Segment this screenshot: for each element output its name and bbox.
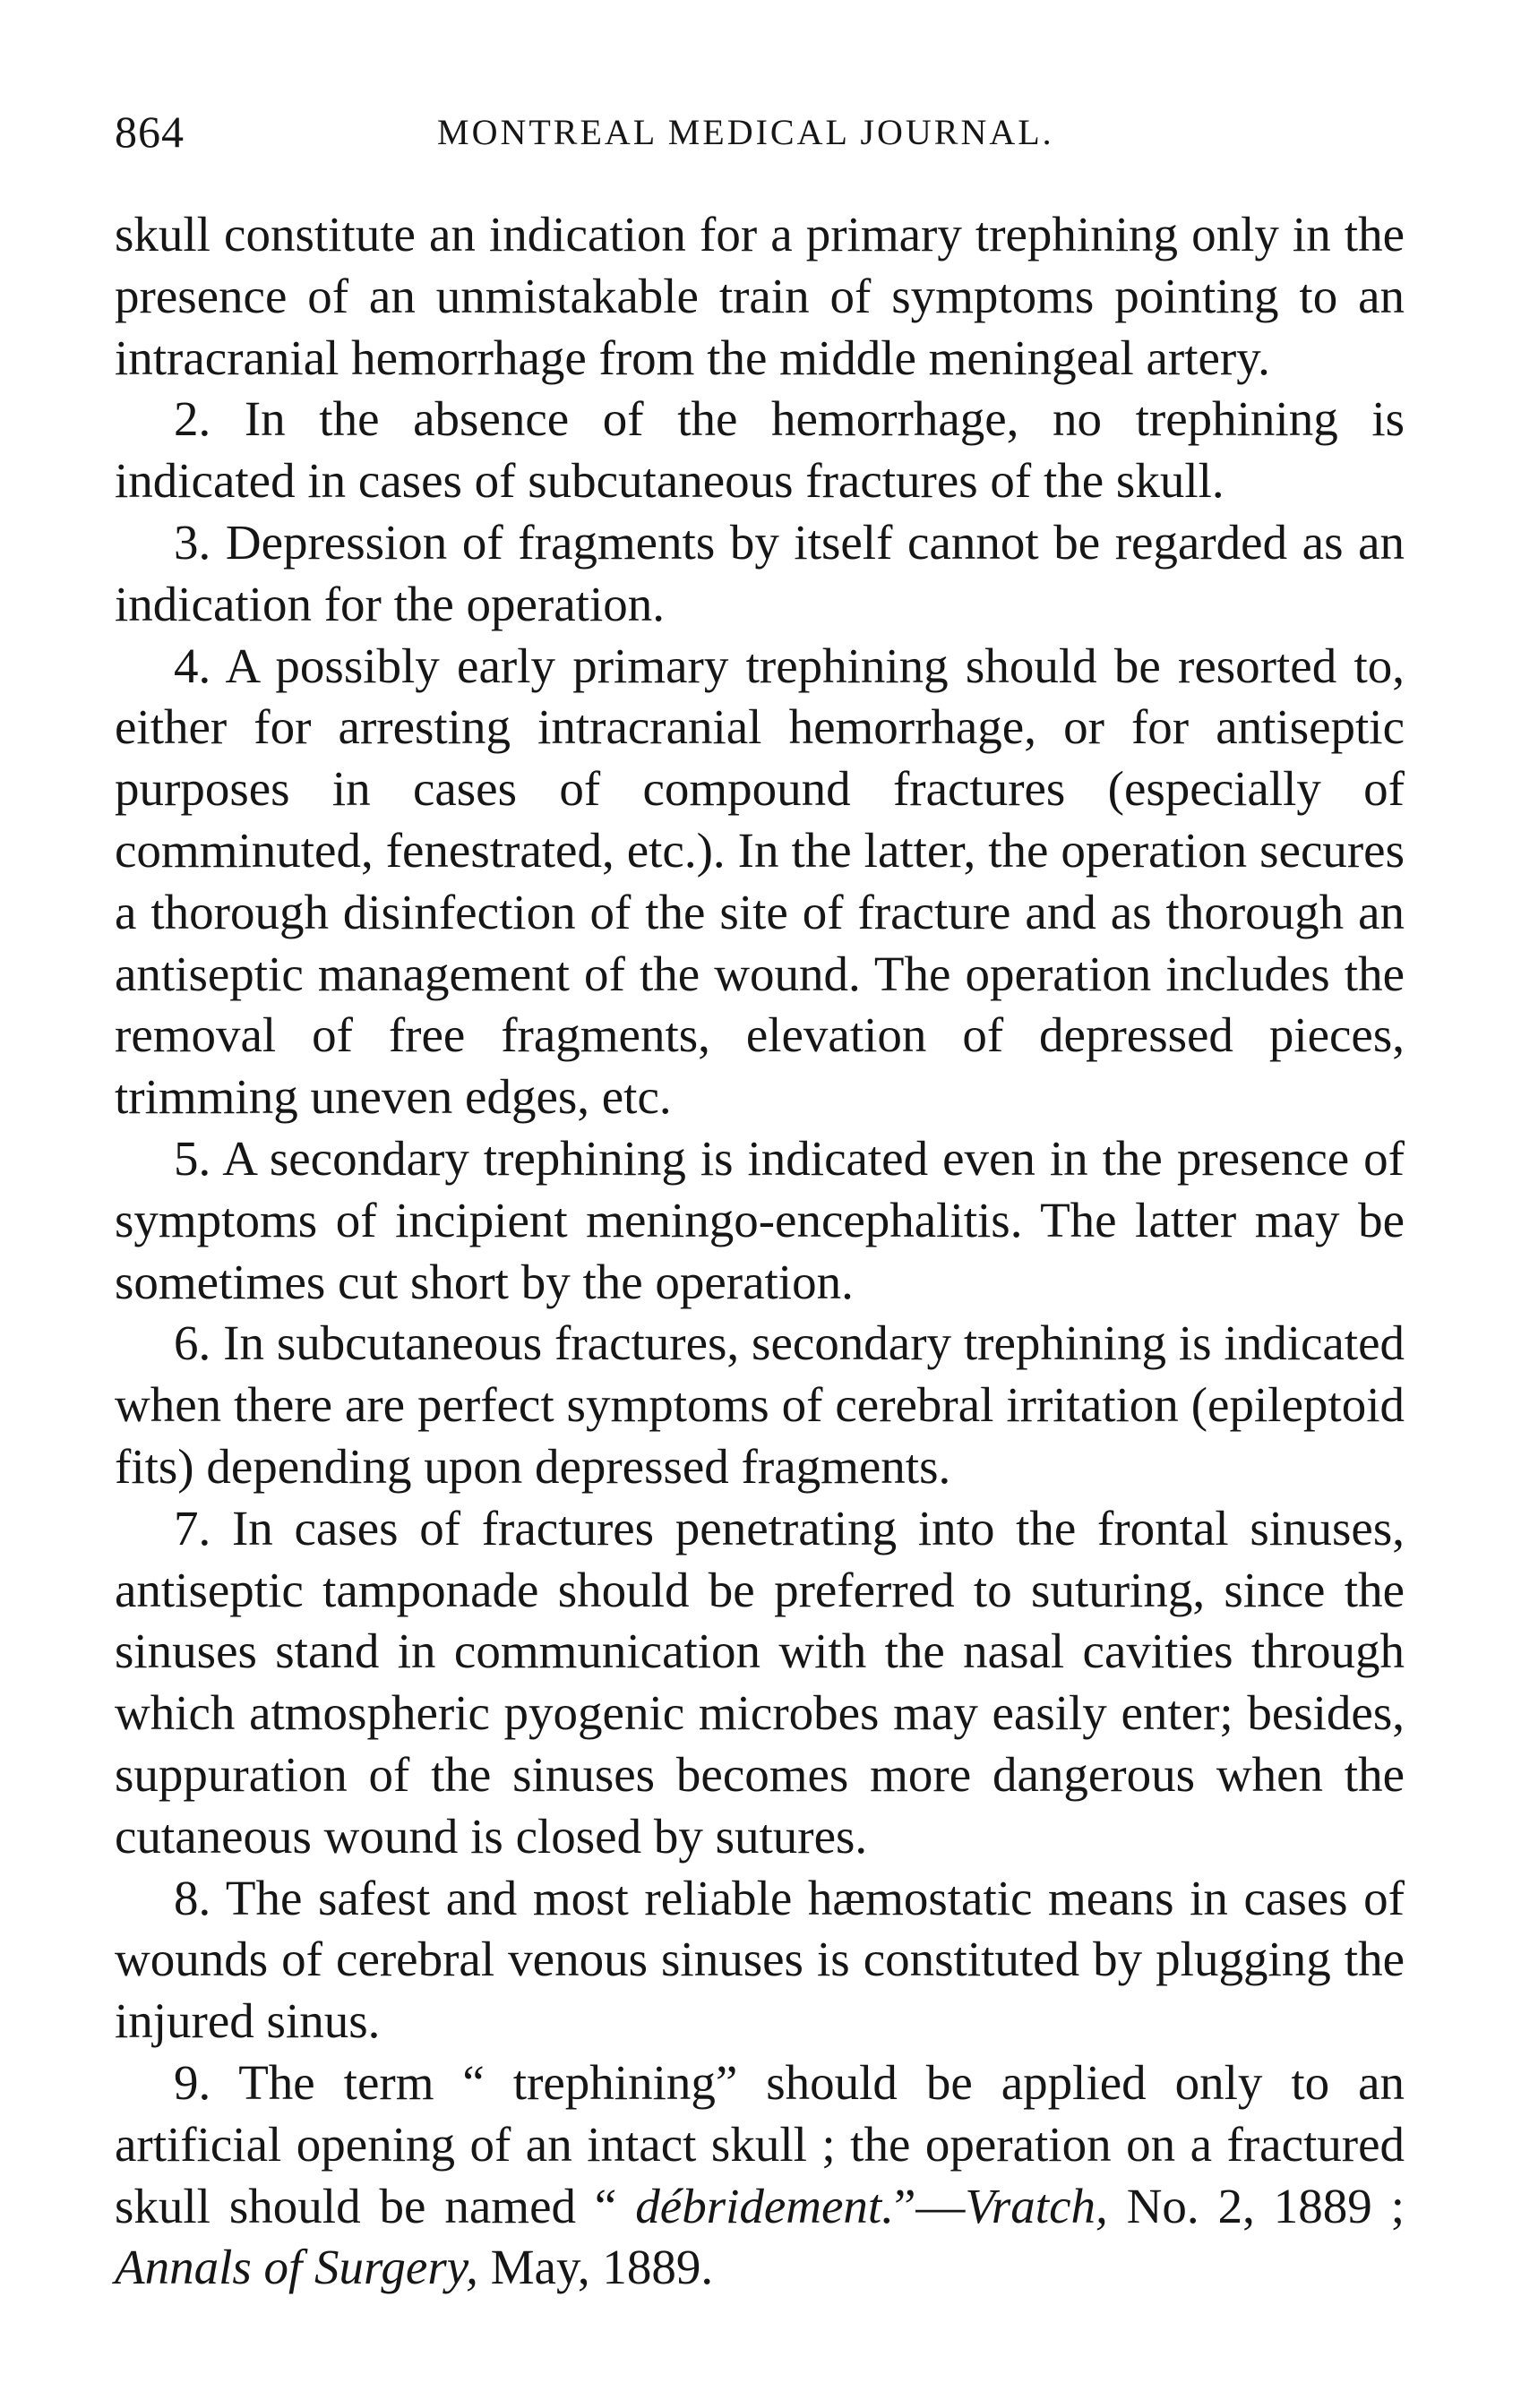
page-number: 864 [115,107,185,157]
source-vratch: Vratch, [965,2178,1108,2233]
paragraph-continuation: skull constitute an indication for a primary trephining only in the presence of an unmistakable train of symptoms pointing to an intracranial hemorrhage from the middle meningeal artery. [115,207,1405,385]
source-annals: Annals of Surgery, [115,2240,478,2295]
journal-title: MONTREAL MEDICAL JOURNAL. [437,112,1054,152]
running-head [115,106,1405,177]
paragraph-9 [115,2052,1405,2299]
paragraph-6: 6. In subcutaneous fractures, secondary trephining is indicated when there are perfect symptoms of cerebral irritation (epileptoid fits) depending upon depressed fragments. [115,1315,1405,1494]
paragraph-2: 2. In the absence of the hemorrhage, no trephining is indicated in cases of subcutaneous fractures of the skull. [115,391,1405,509]
paragraph-9-text: 9. The term “ trephining” should be applied only to an artificial opening of an intact skull ; the operation on a fractured skull should be named “ [115,2054,1405,2233]
closing-quote: ”— [893,2178,966,2233]
source-annals-date: May, 1889. [477,2240,714,2295]
journal-page [115,106,1405,2299]
paragraph-3: 3. Depression of fragments by itself cannot be regarded as an indication for the operation. [115,514,1405,631]
article-body [115,204,1405,2299]
paragraph-8: 8. The safest and most reliable hæmostatic means in cases of wounds of cerebral venous sinuses is constituted by plugging the injured sinus. [115,1870,1405,2049]
paragraph-5: 5. A secondary trephining is indicated even in the presence of symptoms of incipient meningo-encephalitis. The latter may be sometimes cut short by the operation. [115,1130,1405,1309]
paragraph-4: 4. A possibly early primary trephining should be resorted to, either for arresting intracranial hemorrhage, or for antiseptic purposes in cases of compound fractures (especially of comminuted, fenestrated, etc.). In the latter, the operation secures a thorough disinfection of the site of fracture and as thorough an antiseptic management of the wound. The operation includes the removal of free fragments, elevation of depressed pieces, trimming uneven edges, etc. [115,638,1405,1125]
debridement-term: débridement. [635,2178,894,2233]
paragraph-7: 7. In cases of fractures penetrating into the frontal sinuses, antiseptic tamponade should be preferred to suturing, since the sinuses stand in communication with the nasal cavities through which atmospheric pyogenic microbes may easily enter; besides, suppuration of the sinuses becomes more dangerous when the cutaneous wound is closed by sutures. [115,1500,1405,1864]
source-vratch-issue: No. 2, 1889 ; [1107,2178,1405,2233]
